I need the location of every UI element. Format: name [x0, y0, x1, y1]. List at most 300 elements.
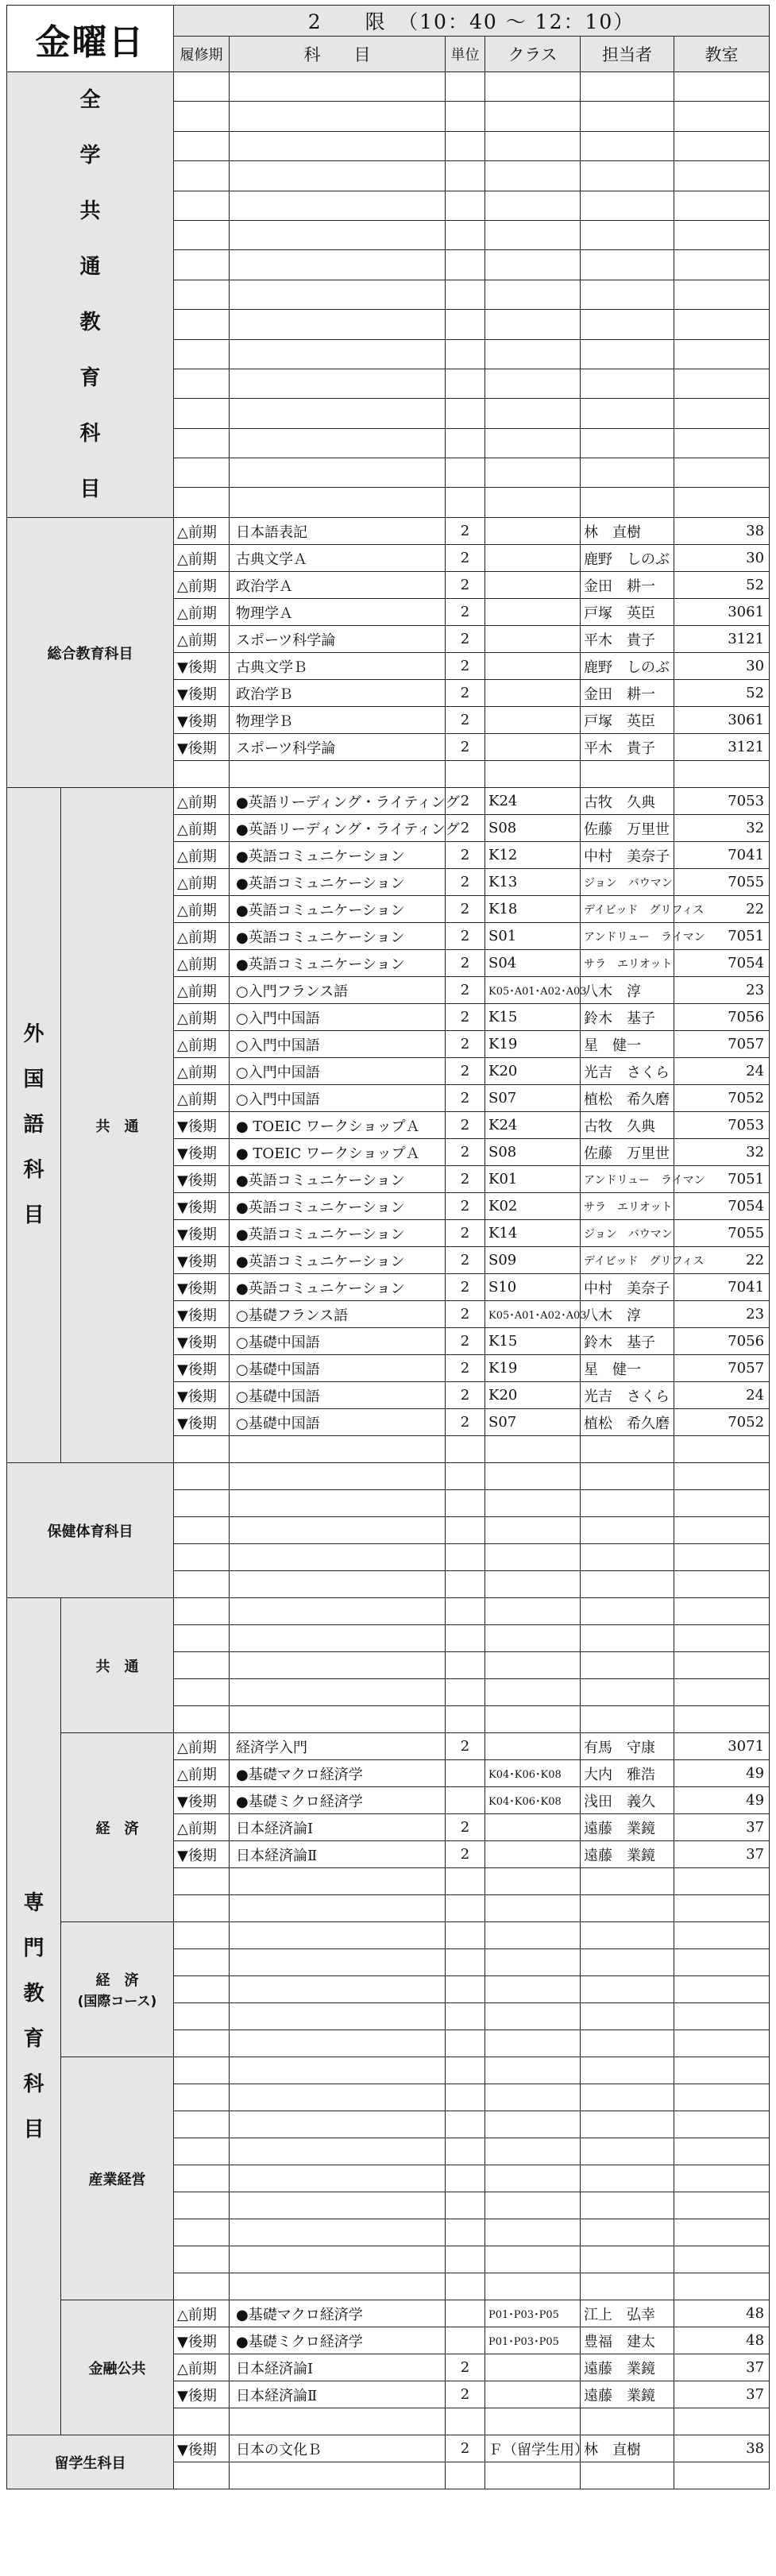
term-cell: △前期	[174, 1814, 230, 1841]
subject-cell	[230, 1976, 446, 2003]
term-cell: △前期	[174, 545, 230, 572]
credits-cell	[446, 2219, 485, 2246]
subject-cell	[230, 2111, 446, 2138]
instructor-cell	[581, 2273, 674, 2300]
instructor-cell: 遠藤 業鏡	[581, 2354, 674, 2381]
senmon-sangyo-label	[61, 2057, 174, 2300]
room-cell	[674, 102, 770, 131]
term-cell	[174, 458, 230, 488]
subject-cell	[230, 488, 446, 518]
room-cell	[674, 1436, 770, 1463]
credits-cell	[446, 428, 485, 458]
class-cell	[485, 2219, 581, 2246]
credits-cell	[446, 1463, 485, 1490]
instructor-cell: 中村 美奈子	[581, 842, 674, 869]
credits-cell	[446, 1544, 485, 1571]
instructor-cell	[581, 161, 674, 191]
class-cell	[485, 250, 581, 280]
instructor-cell: 林 直樹	[581, 2435, 674, 2462]
senmon-label: 専 門 教 育 科 目	[7, 1598, 61, 2435]
room-cell: 22	[674, 896, 770, 923]
term-cell	[174, 72, 230, 102]
instructor-cell: アンドリュー ライマン	[581, 1166, 674, 1193]
class-cell	[485, 72, 581, 102]
col-room: 教室	[674, 37, 770, 72]
class-cell: K15	[485, 1004, 581, 1031]
class-cell: S07	[485, 1085, 581, 1112]
subject-cell: 政治学Ｂ	[230, 680, 446, 707]
room-cell	[674, 131, 770, 160]
zengaku-label: 全 学 共 通 教 育 科 目	[7, 72, 174, 518]
room-cell	[674, 220, 770, 249]
class-cell: K19	[485, 1355, 581, 1382]
instructor-cell: 鈴木 基子	[581, 1328, 674, 1355]
room-cell: 22	[674, 1247, 770, 1274]
room-cell: 37	[674, 2354, 770, 2381]
term-cell	[174, 310, 230, 339]
term-cell	[174, 1652, 230, 1679]
term-cell	[174, 2165, 230, 2192]
instructor-cell	[581, 339, 674, 369]
hoken-label: 保健体育科目	[7, 1463, 174, 1598]
gaikokugo-label: 外 国 語 科 目	[7, 788, 61, 1463]
instructor-cell	[581, 1949, 674, 1976]
room-cell	[674, 1544, 770, 1571]
subject-cell	[230, 102, 446, 131]
room-cell: 3061	[674, 707, 770, 734]
class-cell	[485, 458, 581, 488]
class-cell	[485, 1922, 581, 1949]
subject-cell: 物理学Ｂ	[230, 707, 446, 734]
class-cell: S08	[485, 815, 581, 842]
term-cell	[174, 161, 230, 191]
term-cell: ▼後期	[174, 1193, 230, 1220]
term-cell	[174, 2273, 230, 2300]
credits-cell	[446, 1652, 485, 1679]
term-cell	[174, 1679, 230, 1706]
table-row	[7, 518, 770, 545]
class-cell: K20	[485, 1058, 581, 1085]
subject-cell	[230, 2408, 446, 2435]
instructor-cell: 中村 美奈子	[581, 1274, 674, 1301]
room-cell	[674, 1463, 770, 1490]
term-cell	[174, 488, 230, 518]
subject-cell	[230, 2165, 446, 2192]
instructor-cell: 古牧 久典	[581, 1112, 674, 1139]
subject-cell: 日本経済論Ⅰ	[230, 1814, 446, 1841]
credits-cell: 2	[446, 842, 485, 869]
instructor-cell: ジョン バウマン	[581, 869, 674, 896]
instructor-cell: 大内 雅浩	[581, 1760, 674, 1787]
room-cell: 48	[674, 2327, 770, 2354]
subject-cell	[230, 1571, 446, 1598]
room-cell	[674, 2462, 770, 2489]
term-cell: ▼後期	[174, 1382, 230, 1409]
instructor-cell: デイビッド グリフィス	[581, 1247, 674, 1274]
room-cell	[674, 1868, 770, 1895]
credits-cell	[446, 458, 485, 488]
instructor-cell	[581, 1625, 674, 1652]
credits-cell	[446, 369, 485, 398]
subject-cell: 古典文学Ｂ	[230, 653, 446, 680]
room-cell: 7052	[674, 1085, 770, 1112]
subject-cell: 古典文学Ａ	[230, 545, 446, 572]
credits-cell: 2	[446, 1139, 485, 1166]
class-cell: S10	[485, 1274, 581, 1301]
room-cell: 49	[674, 1787, 770, 1814]
term-cell: △前期	[174, 1085, 230, 1112]
credits-cell	[446, 1949, 485, 1976]
room-cell	[674, 761, 770, 788]
credits-cell: 2	[446, 950, 485, 977]
subject-cell: ●英語リーディング・ライティング	[230, 815, 446, 842]
credits-cell	[446, 339, 485, 369]
instructor-cell	[581, 102, 674, 131]
term-cell	[174, 1517, 230, 1544]
credits-cell: 2	[446, 896, 485, 923]
room-cell: 24	[674, 1058, 770, 1085]
credits-cell	[446, 1679, 485, 1706]
class-cell: K05･A01･A02･A03	[485, 977, 581, 1004]
room-cell	[674, 1949, 770, 1976]
instructor-cell	[581, 2408, 674, 2435]
credits-cell	[446, 2408, 485, 2435]
class-cell	[485, 761, 581, 788]
credits-cell: 2	[446, 1328, 485, 1355]
instructor-cell: 鹿野 しのぶ	[581, 653, 674, 680]
class-cell	[485, 1463, 581, 1490]
term-cell	[174, 2138, 230, 2165]
gaikokugo-sub-label: 共 通	[61, 788, 174, 1463]
room-cell	[674, 2219, 770, 2246]
credits-cell	[446, 280, 485, 309]
credits-cell: 2	[446, 1382, 485, 1409]
term-cell: ▼後期	[174, 1301, 230, 1328]
class-cell: K19	[485, 1031, 581, 1058]
credits-cell: 2	[446, 2435, 485, 2462]
credits-cell: 2	[446, 1166, 485, 1193]
subject-cell: ○入門中国語	[230, 1031, 446, 1058]
room-cell: 7041	[674, 1274, 770, 1301]
room-cell	[674, 1598, 770, 1625]
subject-cell: 日本経済論Ⅱ	[230, 1841, 446, 1868]
instructor-cell	[581, 310, 674, 339]
subject-cell	[230, 2138, 446, 2165]
credits-cell	[446, 1571, 485, 1598]
instructor-cell	[581, 2138, 674, 2165]
instructor-cell	[581, 369, 674, 398]
subject-cell	[230, 1517, 446, 1544]
room-cell: 52	[674, 572, 770, 599]
class-cell	[485, 1814, 581, 1841]
table-row	[7, 2057, 770, 2084]
class-cell	[485, 1895, 581, 1922]
instructor-cell	[581, 2057, 674, 2084]
term-cell	[174, 369, 230, 398]
instructor-cell	[581, 2246, 674, 2273]
instructor-cell	[581, 1571, 674, 1598]
subject-cell	[230, 72, 446, 102]
table-row	[7, 72, 770, 102]
room-cell	[674, 2408, 770, 2435]
credits-cell: 2	[446, 1220, 485, 1247]
instructor-cell: 遠藤 業鏡	[581, 1841, 674, 1868]
instructor-cell: 遠藤 業鏡	[581, 2381, 674, 2408]
term-cell: △前期	[174, 1004, 230, 1031]
subject-cell	[230, 2003, 446, 2030]
term-cell	[174, 250, 230, 280]
subject-cell: ○基礎フランス語	[230, 1301, 446, 1328]
room-cell: 7053	[674, 1112, 770, 1139]
instructor-cell	[581, 1436, 674, 1463]
class-cell	[485, 399, 581, 428]
room-cell: 7051	[674, 923, 770, 950]
class-cell: K15	[485, 1328, 581, 1355]
subject-cell: ●英語コミュニケーション	[230, 842, 446, 869]
instructor-cell: 遠藤 業鏡	[581, 1814, 674, 1841]
subject-cell: ●英語コミュニケーション	[230, 869, 446, 896]
subject-cell	[230, 369, 446, 398]
class-cell	[485, 2111, 581, 2138]
instructor-cell: デイビッド グリフィス	[581, 896, 674, 923]
instructor-cell	[581, 1679, 674, 1706]
instructor-cell	[581, 2219, 674, 2246]
term-cell: △前期	[174, 1031, 230, 1058]
room-cell: 7054	[674, 1193, 770, 1220]
term-cell: △前期	[174, 869, 230, 896]
credits-cell	[446, 1625, 485, 1652]
class-cell	[485, 161, 581, 191]
instructor-cell	[581, 1517, 674, 1544]
subject-cell: 経済学入門	[230, 1733, 446, 1760]
instructor-cell: サラ エリオット	[581, 1193, 674, 1220]
room-cell	[674, 250, 770, 280]
term-cell	[174, 2462, 230, 2489]
term-cell: ▼後期	[174, 653, 230, 680]
subject-cell	[230, 1706, 446, 1733]
instructor-cell	[581, 399, 674, 428]
credits-cell	[446, 191, 485, 220]
credits-cell: 2	[446, 2354, 485, 2381]
instructor-cell: 有馬 守康	[581, 1733, 674, 1760]
term-cell: △前期	[174, 842, 230, 869]
subject-cell	[230, 2192, 446, 2219]
room-cell	[674, 369, 770, 398]
class-cell	[485, 1868, 581, 1895]
table-row	[7, 1922, 770, 1949]
term-cell	[174, 1976, 230, 2003]
class-cell	[485, 680, 581, 707]
term-cell	[174, 1571, 230, 1598]
class-cell	[485, 2246, 581, 2273]
class-cell: K01	[485, 1166, 581, 1193]
subject-cell: スポーツ科学論	[230, 734, 446, 761]
credits-cell	[446, 1436, 485, 1463]
class-cell: K04･K06･K08	[485, 1760, 581, 1787]
credits-cell	[446, 1787, 485, 1814]
credits-cell: 2	[446, 977, 485, 1004]
term-cell	[174, 1625, 230, 1652]
instructor-cell: 浅田 義久	[581, 1787, 674, 1814]
subject-cell	[230, 761, 446, 788]
senmon-kyotsu-label-text: 共 通	[95, 1658, 139, 1675]
room-cell	[674, 1625, 770, 1652]
term-cell: ▼後期	[174, 1355, 230, 1382]
subject-cell	[230, 339, 446, 369]
term-cell: ▼後期	[174, 1247, 230, 1274]
class-cell: K05･A01･A02･A03	[485, 1301, 581, 1328]
class-cell	[485, 2462, 581, 2489]
class-cell	[485, 572, 581, 599]
class-cell	[485, 2354, 581, 2381]
subject-cell: ●英語コミュニケーション	[230, 950, 446, 977]
col-subject: 科 目	[230, 37, 446, 72]
room-cell	[674, 2246, 770, 2273]
class-cell: K13	[485, 869, 581, 896]
credits-cell	[446, 1706, 485, 1733]
subject-cell	[230, 310, 446, 339]
instructor-cell	[581, 250, 674, 280]
credits-cell	[446, 2300, 485, 2327]
room-cell: 37	[674, 1814, 770, 1841]
instructor-cell	[581, 1976, 674, 2003]
subject-cell: スポーツ科学論	[230, 626, 446, 653]
room-cell	[674, 310, 770, 339]
term-cell	[174, 2219, 230, 2246]
class-cell	[485, 2003, 581, 2030]
term-cell	[174, 1490, 230, 1517]
instructor-cell	[581, 2003, 674, 2030]
class-cell	[485, 2084, 581, 2111]
term-cell	[174, 1949, 230, 1976]
room-cell: 38	[674, 2435, 770, 2462]
instructor-cell: 平木 貴子	[581, 734, 674, 761]
room-cell: 7055	[674, 1220, 770, 1247]
credits-cell	[446, 1976, 485, 2003]
room-cell	[674, 1922, 770, 1949]
term-cell	[174, 761, 230, 788]
instructor-cell: サラ エリオット	[581, 950, 674, 977]
credits-cell	[446, 1517, 485, 1544]
instructor-cell: 金田 耕一	[581, 572, 674, 599]
class-cell	[485, 131, 581, 160]
class-cell: K20	[485, 1382, 581, 1409]
subject-cell	[230, 1895, 446, 1922]
credits-cell	[446, 161, 485, 191]
instructor-cell: アンドリュー ライマン	[581, 923, 674, 950]
room-cell	[674, 458, 770, 488]
credits-cell: 2	[446, 1409, 485, 1436]
room-cell	[674, 2084, 770, 2111]
subject-cell	[230, 250, 446, 280]
credits-cell: 2	[446, 2381, 485, 2408]
col-class: クラス	[485, 37, 581, 72]
subject-cell	[230, 161, 446, 191]
credits-cell	[446, 2138, 485, 2165]
instructor-cell: 平木 貴子	[581, 626, 674, 653]
credits-cell: 2	[446, 1841, 485, 1868]
credits-cell	[446, 102, 485, 131]
room-cell	[674, 161, 770, 191]
room-cell	[674, 1571, 770, 1598]
room-cell: 48	[674, 2300, 770, 2327]
credits-cell	[446, 1895, 485, 1922]
class-cell	[485, 1571, 581, 1598]
class-cell: S01	[485, 923, 581, 950]
subject-cell	[230, 399, 446, 428]
term-cell: △前期	[174, 2300, 230, 2327]
term-cell	[174, 2192, 230, 2219]
subject-cell	[230, 2030, 446, 2057]
subject-cell	[230, 1463, 446, 1490]
instructor-cell: 星 健一	[581, 1031, 674, 1058]
term-cell	[174, 191, 230, 220]
instructor-cell	[581, 1652, 674, 1679]
instructor-cell	[581, 2111, 674, 2138]
class-cell: K04･K06･K08	[485, 1787, 581, 1814]
term-cell	[174, 1463, 230, 1490]
table-row	[7, 2300, 770, 2327]
timetable-header	[7, 6, 770, 72]
credits-cell	[446, 2273, 485, 2300]
room-cell	[674, 2057, 770, 2084]
credits-cell: 2	[446, 923, 485, 950]
credits-cell	[446, 2030, 485, 2057]
room-cell	[674, 2138, 770, 2165]
senmon-kokusai-label-note: (国際コース)	[77, 1994, 157, 2010]
credits-cell: 2	[446, 1112, 485, 1139]
term-cell: ▼後期	[174, 1166, 230, 1193]
subject-cell: ●英語リーディング・ライティング	[230, 788, 446, 815]
subject-cell: ○基礎中国語	[230, 1328, 446, 1355]
room-cell	[674, 399, 770, 428]
term-cell: ▼後期	[174, 1112, 230, 1139]
senmon-kokusai-label	[61, 1922, 174, 2057]
class-cell: K02	[485, 1193, 581, 1220]
class-cell	[485, 1490, 581, 1517]
term-cell	[174, 2408, 230, 2435]
room-cell: 7052	[674, 1409, 770, 1436]
subject-cell: ●英語コミュニケーション	[230, 1247, 446, 1274]
class-cell	[485, 428, 581, 458]
ryugaku-label: 留学生科目	[7, 2435, 174, 2489]
term-cell: △前期	[174, 626, 230, 653]
subject-cell: ●英語コミュニケーション	[230, 1166, 446, 1193]
term-cell: ▼後期	[174, 2327, 230, 2354]
instructor-cell	[581, 72, 674, 102]
term-cell: △前期	[174, 815, 230, 842]
instructor-cell: 金田 耕一	[581, 680, 674, 707]
room-cell: 7055	[674, 869, 770, 896]
credits-cell: 2	[446, 1004, 485, 1031]
term-cell: △前期	[174, 923, 230, 950]
credits-cell	[446, 220, 485, 249]
credits-cell	[446, 2246, 485, 2273]
subject-cell: 日本語表記	[230, 518, 446, 545]
senmon-sangyo-label-text: 産業経営	[88, 2171, 146, 2188]
room-cell: 23	[674, 1301, 770, 1328]
class-cell: K12	[485, 842, 581, 869]
term-cell: ▼後期	[174, 1787, 230, 1814]
credits-cell: 2	[446, 518, 485, 545]
subject-cell: ○基礎中国語	[230, 1355, 446, 1382]
day-title: 金曜日	[7, 6, 174, 72]
timetable-body	[7, 72, 770, 2489]
term-cell	[174, 399, 230, 428]
room-cell: 24	[674, 1382, 770, 1409]
subject-cell	[230, 2057, 446, 2084]
room-cell: 32	[674, 1139, 770, 1166]
